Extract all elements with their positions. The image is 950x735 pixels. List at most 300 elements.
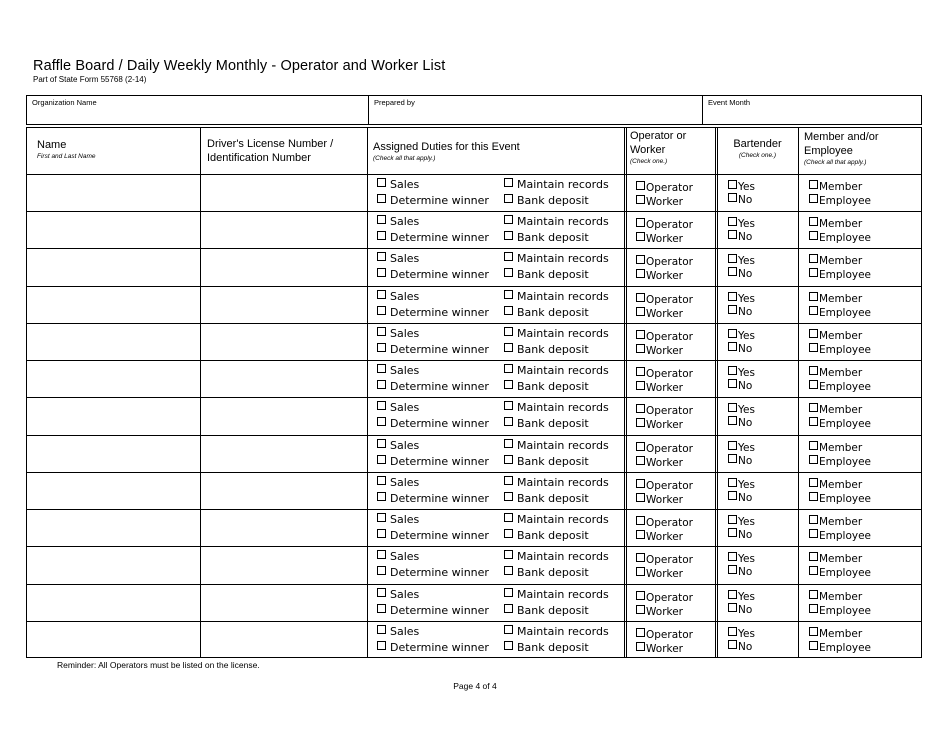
no-option[interactable] — [728, 528, 752, 542]
checkbox-icon[interactable] — [809, 217, 818, 226]
checkbox-icon[interactable] — [377, 455, 386, 464]
checkbox-icon[interactable] — [636, 516, 645, 525]
checkbox-icon[interactable] — [809, 403, 818, 412]
checkbox-icon[interactable] — [728, 590, 737, 599]
bank-deposit-option[interactable] — [504, 566, 589, 579]
name-cell[interactable] — [27, 398, 200, 434]
no-option[interactable] — [728, 193, 752, 207]
yes-option[interactable] — [728, 254, 755, 268]
checkbox-icon[interactable] — [809, 194, 818, 203]
checkbox-icon[interactable] — [636, 269, 645, 278]
checkbox-icon[interactable] — [504, 268, 513, 277]
maintain-records-option[interactable] — [504, 290, 609, 303]
checkbox-icon[interactable] — [728, 515, 737, 524]
license-cell[interactable] — [200, 324, 367, 360]
checkbox-icon[interactable] — [728, 292, 737, 301]
checkbox-icon[interactable] — [809, 529, 818, 538]
checkbox-icon[interactable] — [636, 567, 645, 576]
checkbox-icon[interactable] — [504, 401, 513, 410]
member-option[interactable] — [809, 180, 862, 194]
maintain-records-option[interactable] — [504, 178, 609, 191]
determine-winner-option[interactable] — [377, 455, 489, 468]
checkbox-icon[interactable] — [377, 604, 386, 613]
checkbox-icon[interactable] — [809, 641, 818, 650]
checkbox-icon[interactable] — [504, 439, 513, 448]
checkbox-icon[interactable] — [809, 566, 818, 575]
checkbox-icon[interactable] — [504, 194, 513, 203]
employee-option[interactable] — [809, 566, 871, 580]
checkbox-icon[interactable] — [809, 329, 818, 338]
license-cell[interactable] — [200, 585, 367, 621]
checkbox-icon[interactable] — [377, 306, 386, 315]
checkbox-icon[interactable] — [377, 625, 386, 634]
operator-option[interactable] — [636, 330, 693, 344]
checkbox-icon[interactable] — [504, 588, 513, 597]
maintain-records-option[interactable] — [504, 439, 609, 452]
license-cell[interactable] — [200, 287, 367, 323]
name-cell[interactable] — [27, 473, 200, 509]
bank-deposit-option[interactable] — [504, 492, 589, 505]
checkbox-icon[interactable] — [377, 268, 386, 277]
worker-option[interactable] — [636, 418, 683, 432]
checkbox-icon[interactable] — [809, 231, 818, 240]
license-cell[interactable] — [200, 622, 367, 659]
checkbox-icon[interactable] — [636, 493, 645, 502]
license-cell[interactable] — [200, 547, 367, 583]
worker-option[interactable] — [636, 493, 683, 507]
bank-deposit-option[interactable] — [504, 194, 589, 207]
checkbox-icon[interactable] — [809, 292, 818, 301]
checkbox-icon[interactable] — [728, 491, 737, 500]
name-cell[interactable] — [27, 361, 200, 397]
sales-option[interactable] — [377, 290, 419, 303]
checkbox-icon[interactable] — [504, 476, 513, 485]
employee-option[interactable] — [809, 529, 871, 543]
member-option[interactable] — [809, 329, 862, 343]
member-option[interactable] — [809, 552, 862, 566]
operator-option[interactable] — [636, 367, 693, 381]
operator-option[interactable] — [636, 218, 693, 232]
checkbox-icon[interactable] — [728, 366, 737, 375]
checkbox-icon[interactable] — [809, 380, 818, 389]
checkbox-icon[interactable] — [809, 492, 818, 501]
operator-option[interactable] — [636, 404, 693, 418]
sales-option[interactable] — [377, 550, 419, 563]
no-option[interactable] — [728, 603, 752, 617]
checkbox-icon[interactable] — [728, 640, 737, 649]
member-option[interactable] — [809, 590, 862, 604]
employee-option[interactable] — [809, 343, 871, 357]
checkbox-icon[interactable] — [728, 267, 737, 276]
checkbox-icon[interactable] — [504, 492, 513, 501]
yes-option[interactable] — [728, 180, 755, 194]
checkbox-icon[interactable] — [636, 591, 645, 600]
organization-name-field[interactable] — [27, 96, 369, 124]
sales-option[interactable] — [377, 364, 419, 377]
member-option[interactable] — [809, 366, 862, 380]
determine-winner-option[interactable] — [377, 306, 489, 319]
yes-option[interactable] — [728, 590, 755, 604]
worker-option[interactable] — [636, 456, 683, 470]
checkbox-icon[interactable] — [504, 529, 513, 538]
checkbox-icon[interactable] — [636, 381, 645, 390]
checkbox-icon[interactable] — [504, 231, 513, 240]
employee-option[interactable] — [809, 417, 871, 431]
checkbox-icon[interactable] — [728, 193, 737, 202]
no-option[interactable] — [728, 342, 752, 356]
maintain-records-option[interactable] — [504, 401, 609, 414]
yes-option[interactable] — [728, 515, 755, 529]
checkbox-icon[interactable] — [636, 293, 645, 302]
checkbox-icon[interactable] — [377, 231, 386, 240]
checkbox-icon[interactable] — [636, 255, 645, 264]
sales-option[interactable] — [377, 401, 419, 414]
checkbox-icon[interactable] — [809, 590, 818, 599]
no-option[interactable] — [728, 640, 752, 654]
checkbox-icon[interactable] — [504, 364, 513, 373]
checkbox-icon[interactable] — [377, 252, 386, 261]
operator-option[interactable] — [636, 516, 693, 530]
checkbox-icon[interactable] — [377, 401, 386, 410]
checkbox-icon[interactable] — [504, 625, 513, 634]
checkbox-icon[interactable] — [728, 342, 737, 351]
checkbox-icon[interactable] — [504, 290, 513, 299]
worker-option[interactable] — [636, 307, 683, 321]
sales-option[interactable] — [377, 513, 419, 526]
employee-option[interactable] — [809, 604, 871, 618]
no-option[interactable] — [728, 491, 752, 505]
checkbox-icon[interactable] — [809, 478, 818, 487]
checkbox-icon[interactable] — [377, 476, 386, 485]
operator-option[interactable] — [636, 255, 693, 269]
operator-option[interactable] — [636, 181, 693, 195]
checkbox-icon[interactable] — [809, 306, 818, 315]
yes-option[interactable] — [728, 552, 755, 566]
employee-option[interactable] — [809, 306, 871, 320]
no-option[interactable] — [728, 416, 752, 430]
name-cell[interactable] — [27, 324, 200, 360]
checkbox-icon[interactable] — [504, 513, 513, 522]
yes-option[interactable] — [728, 627, 755, 641]
member-option[interactable] — [809, 403, 862, 417]
checkbox-icon[interactable] — [504, 417, 513, 426]
license-cell[interactable] — [200, 398, 367, 434]
maintain-records-option[interactable] — [504, 252, 609, 265]
yes-label: Yes — [738, 255, 755, 268]
checkbox-icon[interactable] — [809, 627, 818, 636]
bank-deposit-option[interactable] — [504, 268, 589, 281]
checkbox-icon[interactable] — [728, 528, 737, 537]
worker-option[interactable] — [636, 344, 683, 358]
checkbox-icon[interactable] — [504, 550, 513, 559]
maintain-records-option[interactable] — [504, 550, 609, 563]
checkbox-icon[interactable] — [636, 232, 645, 241]
checkbox-icon[interactable] — [636, 404, 645, 413]
checkbox-icon[interactable] — [377, 439, 386, 448]
name-cell[interactable] — [27, 175, 200, 211]
bank-deposit-option[interactable] — [504, 417, 589, 430]
operator-cell — [625, 547, 715, 583]
checkbox-icon[interactable] — [377, 588, 386, 597]
determine-winner-option[interactable] — [377, 641, 489, 654]
sales-option[interactable] — [377, 625, 419, 638]
checkbox-icon[interactable] — [504, 641, 513, 650]
checkbox-icon[interactable] — [504, 343, 513, 352]
worker-option[interactable] — [636, 269, 683, 283]
checkbox-icon[interactable] — [636, 418, 645, 427]
checkbox-icon[interactable] — [636, 605, 645, 614]
checkbox-icon[interactable] — [728, 565, 737, 574]
yes-option[interactable] — [728, 441, 755, 455]
bank-deposit-label: Bank deposit — [517, 305, 589, 319]
operator-option[interactable] — [636, 479, 693, 493]
bank-deposit-option[interactable] — [504, 306, 589, 319]
determine-winner-option[interactable] — [377, 492, 489, 505]
checkbox-icon[interactable] — [809, 552, 818, 561]
sales-option[interactable] — [377, 327, 419, 340]
bank-deposit-option[interactable] — [504, 231, 589, 244]
operator-option[interactable] — [636, 591, 693, 605]
checkbox-icon[interactable] — [728, 441, 737, 450]
checkbox-icon[interactable] — [377, 641, 386, 650]
member-option[interactable] — [809, 217, 862, 231]
no-option[interactable] — [728, 305, 752, 319]
checkbox-icon[interactable] — [728, 180, 737, 189]
checkbox-icon[interactable] — [636, 553, 645, 562]
checkbox-icon[interactable] — [728, 478, 737, 487]
checkbox-icon[interactable] — [377, 513, 386, 522]
checkbox-icon[interactable] — [636, 642, 645, 651]
checkbox-icon[interactable] — [377, 327, 386, 336]
operator-option[interactable] — [636, 442, 693, 456]
maintain-records-option[interactable] — [504, 588, 609, 601]
employee-option[interactable] — [809, 641, 871, 655]
checkbox-icon[interactable] — [377, 290, 386, 299]
checkbox-icon[interactable] — [377, 194, 386, 203]
employee-option[interactable] — [809, 194, 871, 208]
maintain-records-option[interactable] — [504, 215, 609, 228]
bartender-cell — [717, 249, 798, 285]
maintain-records-option[interactable] — [504, 476, 609, 489]
yes-option[interactable] — [728, 478, 755, 492]
determine-winner-label: Determine winner — [390, 417, 489, 431]
checkbox-icon[interactable] — [728, 403, 737, 412]
no-option[interactable] — [728, 267, 752, 281]
license-cell[interactable] — [200, 436, 367, 472]
member-option[interactable] — [809, 254, 862, 268]
bank-deposit-option[interactable] — [504, 455, 589, 468]
determine-winner-option[interactable] — [377, 194, 489, 207]
name-cell[interactable] — [27, 249, 200, 285]
checkbox-icon[interactable] — [504, 252, 513, 261]
license-cell[interactable] — [200, 510, 367, 546]
member-option[interactable] — [809, 515, 862, 529]
license-cell[interactable] — [200, 249, 367, 285]
operator-option[interactable] — [636, 553, 693, 567]
checkbox-icon[interactable] — [728, 305, 737, 314]
checkbox-icon[interactable] — [636, 628, 645, 637]
checkbox-icon[interactable] — [636, 456, 645, 465]
checkbox-icon[interactable] — [377, 364, 386, 373]
yes-option[interactable] — [728, 217, 755, 231]
checkbox-icon[interactable] — [809, 254, 818, 263]
bank-deposit-option[interactable] — [504, 604, 589, 617]
checkbox-icon[interactable] — [728, 627, 737, 636]
checkbox-icon[interactable] — [377, 492, 386, 501]
checkbox-icon[interactable] — [636, 330, 645, 339]
no-option[interactable] — [728, 454, 752, 468]
sales-label: Sales — [390, 550, 420, 564]
checkbox-icon[interactable] — [636, 479, 645, 488]
maintain-records-option[interactable] — [504, 513, 609, 526]
sales-option[interactable] — [377, 476, 419, 489]
bank-deposit-option[interactable] — [504, 529, 589, 542]
name-cell[interactable] — [27, 436, 200, 472]
determine-winner-label: Determine winner — [390, 380, 489, 394]
no-option[interactable] — [728, 565, 752, 579]
member-option[interactable] — [809, 441, 862, 455]
worker-option[interactable] — [636, 530, 683, 544]
checkbox-icon[interactable] — [504, 327, 513, 336]
determine-winner-option[interactable] — [377, 566, 489, 579]
checkbox-icon[interactable] — [728, 454, 737, 463]
bank-deposit-option[interactable] — [504, 641, 589, 654]
checkbox-icon[interactable] — [636, 367, 645, 376]
checkbox-icon[interactable] — [728, 254, 737, 263]
worker-option[interactable] — [636, 195, 683, 209]
name-cell[interactable] — [27, 510, 200, 546]
checkbox-icon[interactable] — [504, 566, 513, 575]
maintain-records-option[interactable] — [504, 327, 609, 340]
name-cell[interactable] — [27, 212, 200, 248]
checkbox-icon[interactable] — [728, 217, 737, 226]
name-cell[interactable] — [27, 287, 200, 323]
determine-winner-option[interactable] — [377, 604, 489, 617]
checkbox-icon[interactable] — [504, 215, 513, 224]
event-month-field[interactable] — [702, 96, 921, 124]
checkbox-icon[interactable] — [809, 441, 818, 450]
sales-option[interactable] — [377, 215, 419, 228]
yes-option[interactable] — [728, 366, 755, 380]
checkbox-icon[interactable] — [728, 379, 737, 388]
worker-option[interactable] — [636, 642, 683, 656]
member-option[interactable] — [809, 478, 862, 492]
worker-option[interactable] — [636, 232, 683, 246]
no-option[interactable] — [728, 230, 752, 244]
maintain-records-option[interactable] — [504, 625, 609, 638]
checkbox-icon[interactable] — [728, 416, 737, 425]
worker-option[interactable] — [636, 381, 683, 395]
sales-option[interactable] — [377, 252, 419, 265]
determine-winner-option[interactable] — [377, 529, 489, 542]
license-cell[interactable] — [200, 212, 367, 248]
checkbox-icon[interactable] — [504, 178, 513, 187]
checkbox-icon[interactable] — [377, 529, 386, 538]
checkbox-icon[interactable] — [728, 552, 737, 561]
checkbox-icon[interactable] — [809, 417, 818, 426]
maintain-records-option[interactable] — [504, 364, 609, 377]
employee-label: Employee — [819, 343, 872, 356]
checkbox-icon[interactable] — [809, 343, 818, 352]
checkbox-icon[interactable] — [809, 366, 818, 375]
sales-option[interactable] — [377, 178, 419, 191]
checkbox-icon[interactable] — [504, 306, 513, 315]
checkbox-icon[interactable] — [377, 215, 386, 224]
determine-winner-option[interactable] — [377, 343, 489, 356]
checkbox-icon[interactable] — [809, 455, 818, 464]
checkbox-icon[interactable] — [809, 604, 818, 613]
checkbox-icon[interactable] — [809, 180, 818, 189]
sales-option[interactable] — [377, 588, 419, 601]
yes-option[interactable] — [728, 329, 755, 343]
no-option[interactable] — [728, 379, 752, 393]
determine-winner-option[interactable] — [377, 417, 489, 430]
checkbox-icon[interactable] — [377, 380, 386, 389]
checkbox-icon[interactable] — [504, 455, 513, 464]
name-cell[interactable] — [27, 547, 200, 583]
employee-option[interactable] — [809, 380, 871, 394]
checkbox-icon[interactable] — [504, 380, 513, 389]
checkbox-icon[interactable] — [636, 442, 645, 451]
checkbox-icon[interactable] — [504, 604, 513, 613]
checkbox-icon[interactable] — [377, 178, 386, 187]
checkbox-icon[interactable] — [809, 268, 818, 277]
operator-option[interactable] — [636, 293, 693, 307]
employee-option[interactable] — [809, 268, 871, 282]
checkbox-icon[interactable] — [377, 550, 386, 559]
operator-option[interactable] — [636, 628, 693, 642]
name-cell[interactable] — [27, 622, 200, 659]
worker-option[interactable] — [636, 605, 683, 619]
checkbox-icon[interactable] — [636, 195, 645, 204]
yes-option[interactable] — [728, 403, 755, 417]
determine-winner-option[interactable] — [377, 380, 489, 393]
bank-deposit-option[interactable] — [504, 380, 589, 393]
license-cell[interactable] — [200, 361, 367, 397]
checkbox-icon[interactable] — [809, 515, 818, 524]
no-label: No — [738, 268, 753, 281]
bank-deposit-option[interactable] — [504, 343, 589, 356]
no-label: No — [738, 640, 753, 653]
employee-option[interactable] — [809, 492, 871, 506]
checkbox-icon[interactable] — [636, 181, 645, 190]
checkbox-icon[interactable] — [377, 417, 386, 426]
employee-option[interactable] — [809, 231, 871, 245]
maintain-records-label: Maintain records — [517, 550, 609, 564]
yes-option[interactable] — [728, 292, 755, 306]
checkbox-icon[interactable] — [636, 530, 645, 539]
determine-winner-option[interactable] — [377, 268, 489, 281]
member-option[interactable] — [809, 292, 862, 306]
checkbox-icon[interactable] — [728, 603, 737, 612]
checkbox-icon[interactable] — [728, 329, 737, 338]
checkbox-icon[interactable] — [728, 230, 737, 239]
checkbox-icon[interactable] — [636, 344, 645, 353]
checkbox-icon[interactable] — [636, 218, 645, 227]
member-option[interactable] — [809, 627, 862, 641]
determine-winner-option[interactable] — [377, 231, 489, 244]
checkbox-icon[interactable] — [377, 566, 386, 575]
license-cell[interactable] — [200, 175, 367, 211]
checkbox-icon[interactable] — [636, 307, 645, 316]
checkbox-icon[interactable] — [377, 343, 386, 352]
sales-option[interactable] — [377, 439, 419, 452]
prepared-by-field[interactable] — [368, 96, 702, 124]
name-cell[interactable] — [27, 585, 200, 621]
worker-option[interactable] — [636, 567, 683, 581]
license-cell[interactable] — [200, 473, 367, 509]
employee-option[interactable] — [809, 455, 871, 469]
